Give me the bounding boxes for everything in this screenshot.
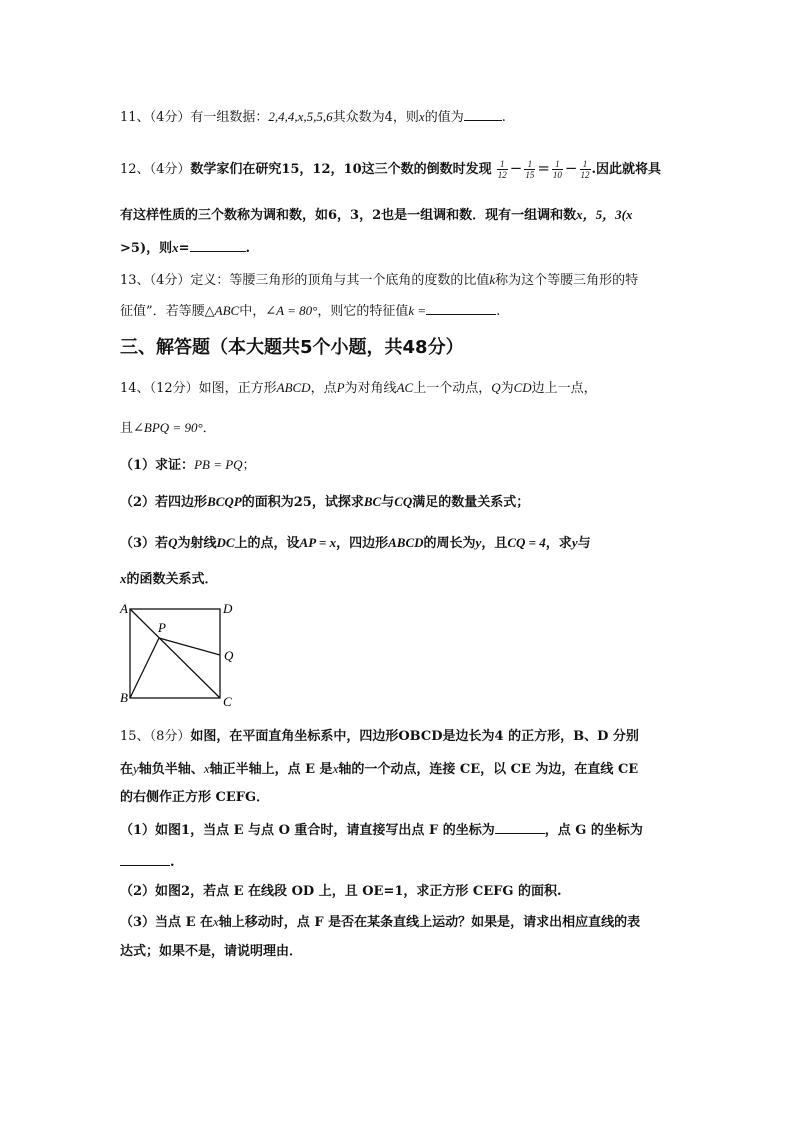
question-text: 的右侧作正方形 CEFG．	[120, 790, 270, 805]
question-text: 的值为	[424, 110, 464, 125]
question-15-line3	[120, 788, 269, 808]
label-q: Q	[224, 648, 234, 663]
math-var: DC	[216, 535, 235, 550]
question-text: 上的点，设	[234, 536, 300, 551]
question-number: 13	[120, 273, 137, 288]
math-angle: ∠BPQ = 90°	[133, 420, 203, 435]
question-text: =	[178, 241, 190, 256]
fraction: $\frac{1}{12}$	[580, 159, 590, 180]
math-var: x	[203, 761, 210, 776]
math-var: x	[172, 240, 179, 255]
question-14-part1	[120, 455, 256, 476]
section-heading: 三、解答题（本大题共5个小题，共48分）	[120, 337, 464, 358]
question-text: 若	[155, 536, 169, 551]
question-text: ，点 G 的坐标为	[544, 823, 643, 838]
fraction: $\frac{1}{15}$	[525, 159, 535, 180]
equals-sign: =	[537, 159, 550, 177]
math-var: ABCD	[388, 535, 424, 550]
question-text: 若四边形	[155, 495, 208, 510]
question-text: ，且	[481, 536, 508, 551]
question-text: 为对角线	[344, 381, 397, 396]
question-15-line2	[120, 759, 638, 780]
question-14-part2	[120, 492, 529, 513]
question-text: ，点	[310, 381, 337, 396]
answer-blank[interactable]	[190, 238, 246, 252]
question-text: 为	[500, 381, 514, 396]
square-diagram	[112, 598, 252, 710]
question-text: .	[501, 110, 506, 125]
question-text: 的周长为	[423, 536, 476, 551]
math-var: ABCD	[276, 380, 311, 395]
question-text: 其众数为4，则	[332, 110, 419, 125]
question-14-line2	[120, 418, 216, 439]
question-score: （12分）	[149, 381, 199, 396]
question-score: （4分）	[149, 110, 191, 125]
question-text: 轴上移动时，点 F 是否在某条直线上运动？如果是，请求出相应直线的表	[218, 915, 641, 930]
question-text: 有一组数据：	[190, 110, 269, 125]
answer-blank[interactable]	[426, 301, 496, 315]
question-text: 如图2，若点 E 在线段 OD 上，且 OE=1，求正方形 CEFG 的面积.	[155, 884, 562, 899]
question-text: 的面积为25，试探求	[241, 495, 364, 510]
part-label: （1）	[120, 458, 156, 473]
question-text: 如图1，当点 E 与点 O 重合时，请直接写出点 F 的坐标为	[155, 823, 495, 838]
answer-blank[interactable]	[464, 107, 502, 121]
math-expr: PB = PQ	[194, 457, 243, 472]
math-var: CQ	[394, 494, 413, 509]
question-15-part1	[120, 820, 643, 841]
fraction: $\frac{1}{10}$	[552, 159, 562, 180]
question-text: 轴负半轴、	[138, 762, 204, 777]
question-text: 在	[120, 762, 134, 777]
question-text: .因此就将具	[591, 162, 662, 177]
math-vars: x，5，3(x	[576, 207, 633, 222]
math-var: k	[489, 272, 496, 287]
question-number: 14	[120, 381, 137, 396]
part-label: （2）	[120, 884, 156, 899]
math-var: Q	[491, 380, 501, 395]
question-text: 达式；如果不是，请说明理由．	[120, 944, 303, 959]
math-var: AC	[396, 380, 414, 395]
question-number: 12	[120, 162, 137, 177]
answer-blank[interactable]	[495, 820, 545, 834]
label-b: B	[120, 690, 128, 705]
math-expr: AP = x	[299, 535, 337, 550]
question-12-line2	[120, 205, 632, 226]
question-score: （4分）	[149, 273, 191, 288]
fraction: $\frac{1}{12}$	[497, 159, 507, 180]
question-14-part3-line2	[120, 569, 218, 590]
question-text: ；	[242, 458, 256, 473]
question-13-line2	[120, 301, 500, 322]
part-label: （1）	[120, 823, 156, 838]
question-score: （4分）	[149, 162, 191, 177]
question-text: 数学家们在研究15，12，10这三个数的倒数时发现	[190, 162, 492, 177]
question-11: 11、（4分）有一组数据：2,4,4,x,5,5,6其众数为4，则x的值为 .	[120, 109, 506, 125]
question-text: ．	[202, 421, 216, 436]
question-14: 14、（12分）如图，正方形ABCD，点P为对角线AC上一个动点，Q为CD边上一点，	[120, 380, 597, 396]
math-expr: k =	[408, 303, 427, 318]
math-var: x	[332, 761, 339, 776]
math-var: x	[418, 109, 425, 124]
question-text: 轴正半轴上，点 E 是	[209, 762, 333, 777]
question-15: 15、（8分）如图，在平面直角坐标系中，四边形OBCD是边长为4 的正方形，B、D 分别	[120, 729, 639, 744]
minus-sign: −	[564, 159, 578, 177]
part-label: （3）	[120, 536, 156, 551]
question-text: 满足的数量关系式；	[412, 495, 530, 510]
math-var: CD	[513, 380, 532, 395]
question-text: 定义：等腰三角形的顶角与其一个底角的度数的比值	[190, 273, 490, 288]
question-13: 13、（4分）定义：等腰三角形的顶角与其一个底角的度数的比值k称为这个等腰三角形的特	[120, 272, 639, 288]
math-var: BC	[363, 494, 382, 509]
math-var: x	[213, 914, 219, 929]
question-12-line3	[120, 238, 250, 259]
question-text: 当点 E 在	[155, 915, 214, 930]
answer-blank[interactable]	[120, 852, 170, 866]
part-label: （2）	[120, 495, 156, 510]
question-text: ，则它的特征值	[317, 304, 409, 319]
data-set: 2,4,4,x,5,5,6	[268, 109, 333, 124]
question-score: （8分）	[149, 729, 191, 744]
question-text: 上一个动点，	[413, 381, 492, 396]
segment-bp	[130, 638, 159, 698]
math-var: Q	[168, 535, 178, 550]
question-text: 为射线	[177, 536, 217, 551]
math-triangle: △ABC	[204, 303, 240, 318]
question-number: 15	[120, 729, 137, 744]
math-angle: ∠A = 80°	[265, 303, 318, 318]
question-12: 12、（4分）数学家们在研究15，12，10这三个数的倒数时发现 $\frac{1}{12}$ − $\frac{1}{15}$ = $\frac{1}{10}$ − $\frac{1}{12}$ .因此就将具	[120, 159, 662, 180]
question-text: 与	[381, 495, 395, 510]
question-text: 中，	[239, 304, 266, 319]
math-var: y	[475, 535, 482, 550]
math-var: y	[133, 761, 139, 776]
label-c: C	[223, 694, 232, 709]
question-text: 与	[577, 536, 591, 551]
question-text: 边上一点，	[531, 381, 597, 396]
question-text: 称为这个等腰三角形的特	[495, 273, 639, 288]
math-var: y	[571, 535, 578, 550]
question-15-part2	[120, 882, 562, 902]
part-label: （3）	[120, 915, 156, 930]
question-text: 轴的一个动点，连接 CE，以 CE 为边，在直线 CE	[338, 762, 639, 777]
math-var: BCQP	[207, 494, 242, 509]
math-var: P	[336, 380, 345, 395]
label-a: A	[120, 601, 128, 616]
question-text: 征值”．若等腰	[120, 304, 205, 319]
question-text: 有这样性质的三个数称为调和数，如6，3，2也是一组调和数．现有一组调和数	[120, 208, 577, 223]
question-text: .	[245, 241, 251, 256]
math-expr: CQ = 4	[507, 535, 546, 550]
question-15-part1-line2	[120, 852, 175, 873]
label-p: P	[158, 620, 166, 635]
question-text: ，四边形	[336, 536, 389, 551]
question-text: 求证：	[155, 458, 195, 473]
question-text: ，求	[545, 536, 572, 551]
question-text: >5)，则	[120, 241, 173, 256]
question-15-part3	[120, 912, 640, 933]
question-14-part3	[120, 533, 591, 554]
question-text: .	[496, 304, 501, 319]
minus-sign: −	[509, 159, 523, 177]
question-text: 且	[120, 421, 134, 436]
question-text: .	[170, 855, 175, 870]
label-d: D	[223, 601, 233, 616]
question-text: 如图，在平面直角坐标系中，四边形OBCD是边长为4 的正方形，B、D 分别	[190, 729, 639, 744]
diagonal-ac	[130, 609, 220, 698]
question-number: 11	[120, 110, 137, 125]
math-var: x	[120, 571, 127, 586]
question-15-part3-line2	[120, 942, 302, 962]
question-text: 的函数关系式．	[126, 572, 218, 587]
question-text: 如图，正方形	[198, 381, 277, 396]
